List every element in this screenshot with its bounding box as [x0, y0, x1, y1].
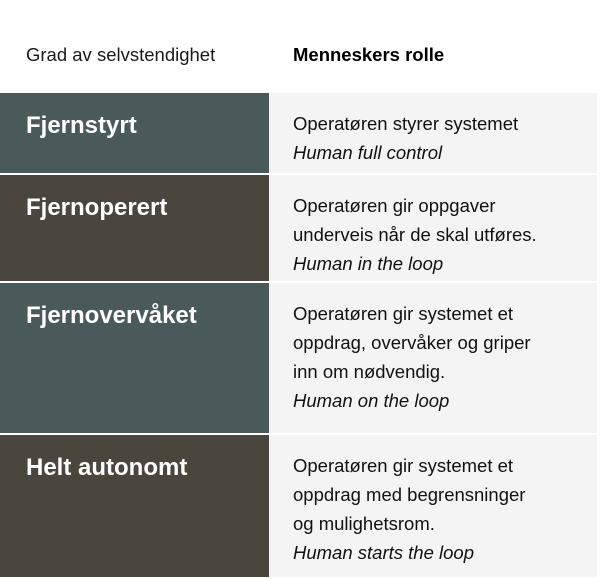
column-header-autonomy: Grad av selvstendighet — [26, 44, 216, 65]
table-row-helt-autonomt — [0, 435, 597, 577]
column-header-human-role: Menneskers rolle — [293, 44, 445, 65]
autonomy-level: Fjernstyrt — [0, 93, 269, 173]
role-description-line: Operatøren styrer systemet — [293, 113, 519, 134]
table-row-fjernoperert — [0, 175, 597, 283]
human-role-cell — [269, 175, 597, 281]
role-description-line: Operatøren gir systemet et — [293, 303, 514, 324]
autonomy-level: Fjernoperert — [0, 175, 269, 281]
table-header — [0, 44, 600, 70]
role-english: Human in the loop — [293, 253, 444, 274]
role-description-line: Operatøren gir oppgaver — [293, 195, 496, 216]
role-description-line: inn om nødvendig. — [293, 361, 446, 382]
role-description-line: oppdrag med begrensninger — [293, 484, 526, 505]
table-row-fjernovervaket — [0, 283, 597, 435]
autonomy-table — [0, 93, 597, 577]
table-row-fjernstyrt — [0, 93, 597, 175]
role-description-line: underveis når de skal utføres. — [293, 224, 537, 245]
autonomy-level: Helt autonomt — [0, 435, 269, 577]
human-role-cell — [269, 283, 597, 433]
role-description-line: oppdrag, overvåker og griper — [293, 332, 531, 353]
autonomy-level: Fjernovervåket — [0, 283, 269, 433]
role-english: Human on the loop — [293, 390, 450, 411]
role-english: Human starts the loop — [293, 542, 474, 563]
role-description-line: og mulighetsrom. — [293, 513, 435, 534]
role-description-line: Operatøren gir systemet et — [293, 455, 514, 476]
human-role-cell — [269, 93, 597, 173]
human-role-cell — [269, 435, 597, 577]
role-english: Human full control — [293, 142, 443, 163]
